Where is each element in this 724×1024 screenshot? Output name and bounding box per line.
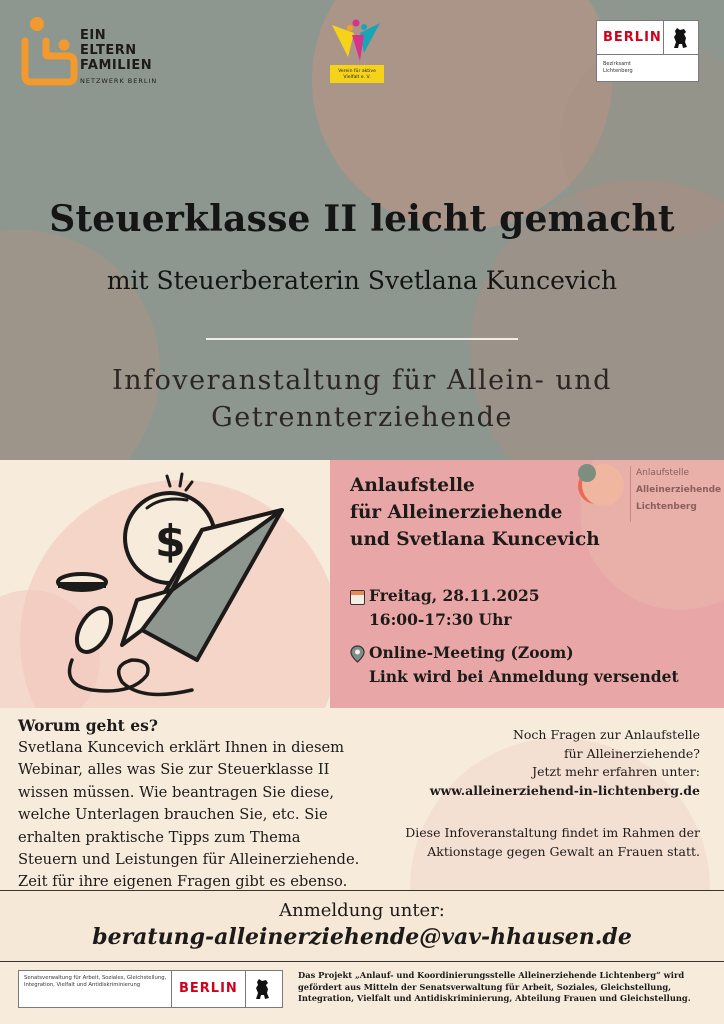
logo-divider — [663, 21, 664, 55]
event-location-note: Link wird bei Anmeldung versendet — [369, 667, 679, 686]
bezirksamt-line: Bezirksamt — [603, 61, 631, 67]
bezirksamt-line: Lichtenberg — [603, 68, 633, 74]
organizer-line: für Alleinerziehende — [350, 502, 563, 523]
anlaufstelle-logo-line: Alleinerziehende — [636, 485, 722, 495]
location-pin-icon — [350, 645, 365, 663]
page-subtitle: mit Steuerberaterin Svetlana Kuncevich — [106, 266, 618, 295]
logo-circle — [578, 464, 596, 482]
contact-line: Noch Fragen zur Anlaufstelle — [512, 727, 700, 742]
logo-divider — [245, 971, 246, 1007]
contact-line: Jetzt mehr erfahren unter: — [532, 764, 700, 779]
registration-email[interactable]: beratung-alleinerziehende@vav-hhausen.de — [92, 924, 632, 950]
about-heading: Worum geht es? — [18, 716, 158, 735]
registration-label: Anmeldung unter: — [279, 900, 445, 921]
vav-figures-icon — [328, 17, 386, 67]
event-type — [0, 362, 724, 436]
vav-logo — [328, 17, 386, 83]
eef-line: ELTERN — [80, 43, 137, 58]
organizer-name — [350, 472, 600, 553]
event-date: Freitag, 28.11.2025 — [369, 586, 540, 605]
eef-line: FAMILIEN — [80, 58, 153, 73]
berlin-wordmark: BERLIN — [179, 981, 238, 996]
svg-text:$: $ — [155, 516, 186, 567]
bezirksamt-text — [603, 61, 633, 75]
organizer-line: und Svetlana Kuncevich — [350, 529, 600, 550]
eef-subline: NETZWERK BERLIN — [80, 77, 158, 85]
funding-notice: Das Projekt „Anlauf- und Koordinierungsstelle Alleinerziehende Lichtenberg“ wird gefördert aus Mitteln der Senatsverwaltung für Arbeit, Soziales, Gleichstellung, Integration, Vielfalt und Antidiskriminierung, Abteilung Frauen und Gleichstellung. — [298, 970, 691, 1003]
page-title: Steuerklasse II leicht gemacht — [49, 198, 675, 240]
berlin-logo-row — [597, 21, 698, 55]
event-type-line: Infoveranstaltung für Allein- und — [112, 365, 612, 396]
senatsverwaltung-logo — [18, 970, 283, 1008]
vav-name: Verein für aktive Vielfalt e. V. — [330, 65, 384, 83]
berlin-bear-icon — [253, 976, 273, 1002]
calendar-icon — [350, 590, 365, 605]
senat-text: Senatsverwaltung für Arbeit, Soziales, Gleichstellung, Integration, Vielfalt und Antidiskriminierung — [24, 975, 167, 988]
logo-divider — [630, 466, 631, 522]
eef-wordmark — [80, 28, 152, 73]
anlaufstelle-logo-line: Lichtenberg — [636, 502, 697, 512]
context-note: Diese Infoveranstaltung findet im Rahmen der Aktionstage gegen Gewalt an Frauen statt. — [405, 825, 700, 859]
logo-divider — [171, 971, 172, 1007]
bezirksamt-lichtenberg-logo — [596, 20, 699, 82]
money-paper-plane-illustration — [52, 470, 292, 700]
berlin-wordmark: BERLIN — [603, 30, 662, 45]
website-link[interactable]: www.alleinerziehend-in-lichtenberg.de — [429, 782, 700, 798]
title-divider — [206, 338, 518, 340]
family-heart-icon — [20, 16, 78, 86]
event-time: 16:00-17:30 Uhr — [369, 610, 512, 629]
contact-line: für Alleinerziehende? — [563, 745, 700, 761]
anlaufstelle-logo — [578, 464, 722, 526]
event-type-line: Getrennterziehende — [211, 402, 513, 433]
organizer-line: Anlaufstelle — [350, 475, 475, 496]
contact-info — [400, 726, 700, 800]
eef-line: EIN — [80, 28, 107, 43]
about-text: Svetlana Kuncevich erklärt Ihnen in diesem Webinar, alles was Sie zur Steuerklasse II wissen müssen. Wie beantragen Sie diese, welche Unterlagen brauchen Sie, etc. Sie erhalten praktische Tipps zum Thema Steuern und Leistungen für Alleinerziehende. Zeit für ihre eigenen Fragen gibt es ebenso. — [18, 739, 360, 891]
anlaufstelle-logo-line: Anlaufstelle — [636, 468, 690, 478]
ein-eltern-familien-logo — [20, 16, 170, 88]
berlin-bear-icon — [671, 26, 691, 50]
event-location: Online-Meeting (Zoom) — [369, 643, 574, 662]
